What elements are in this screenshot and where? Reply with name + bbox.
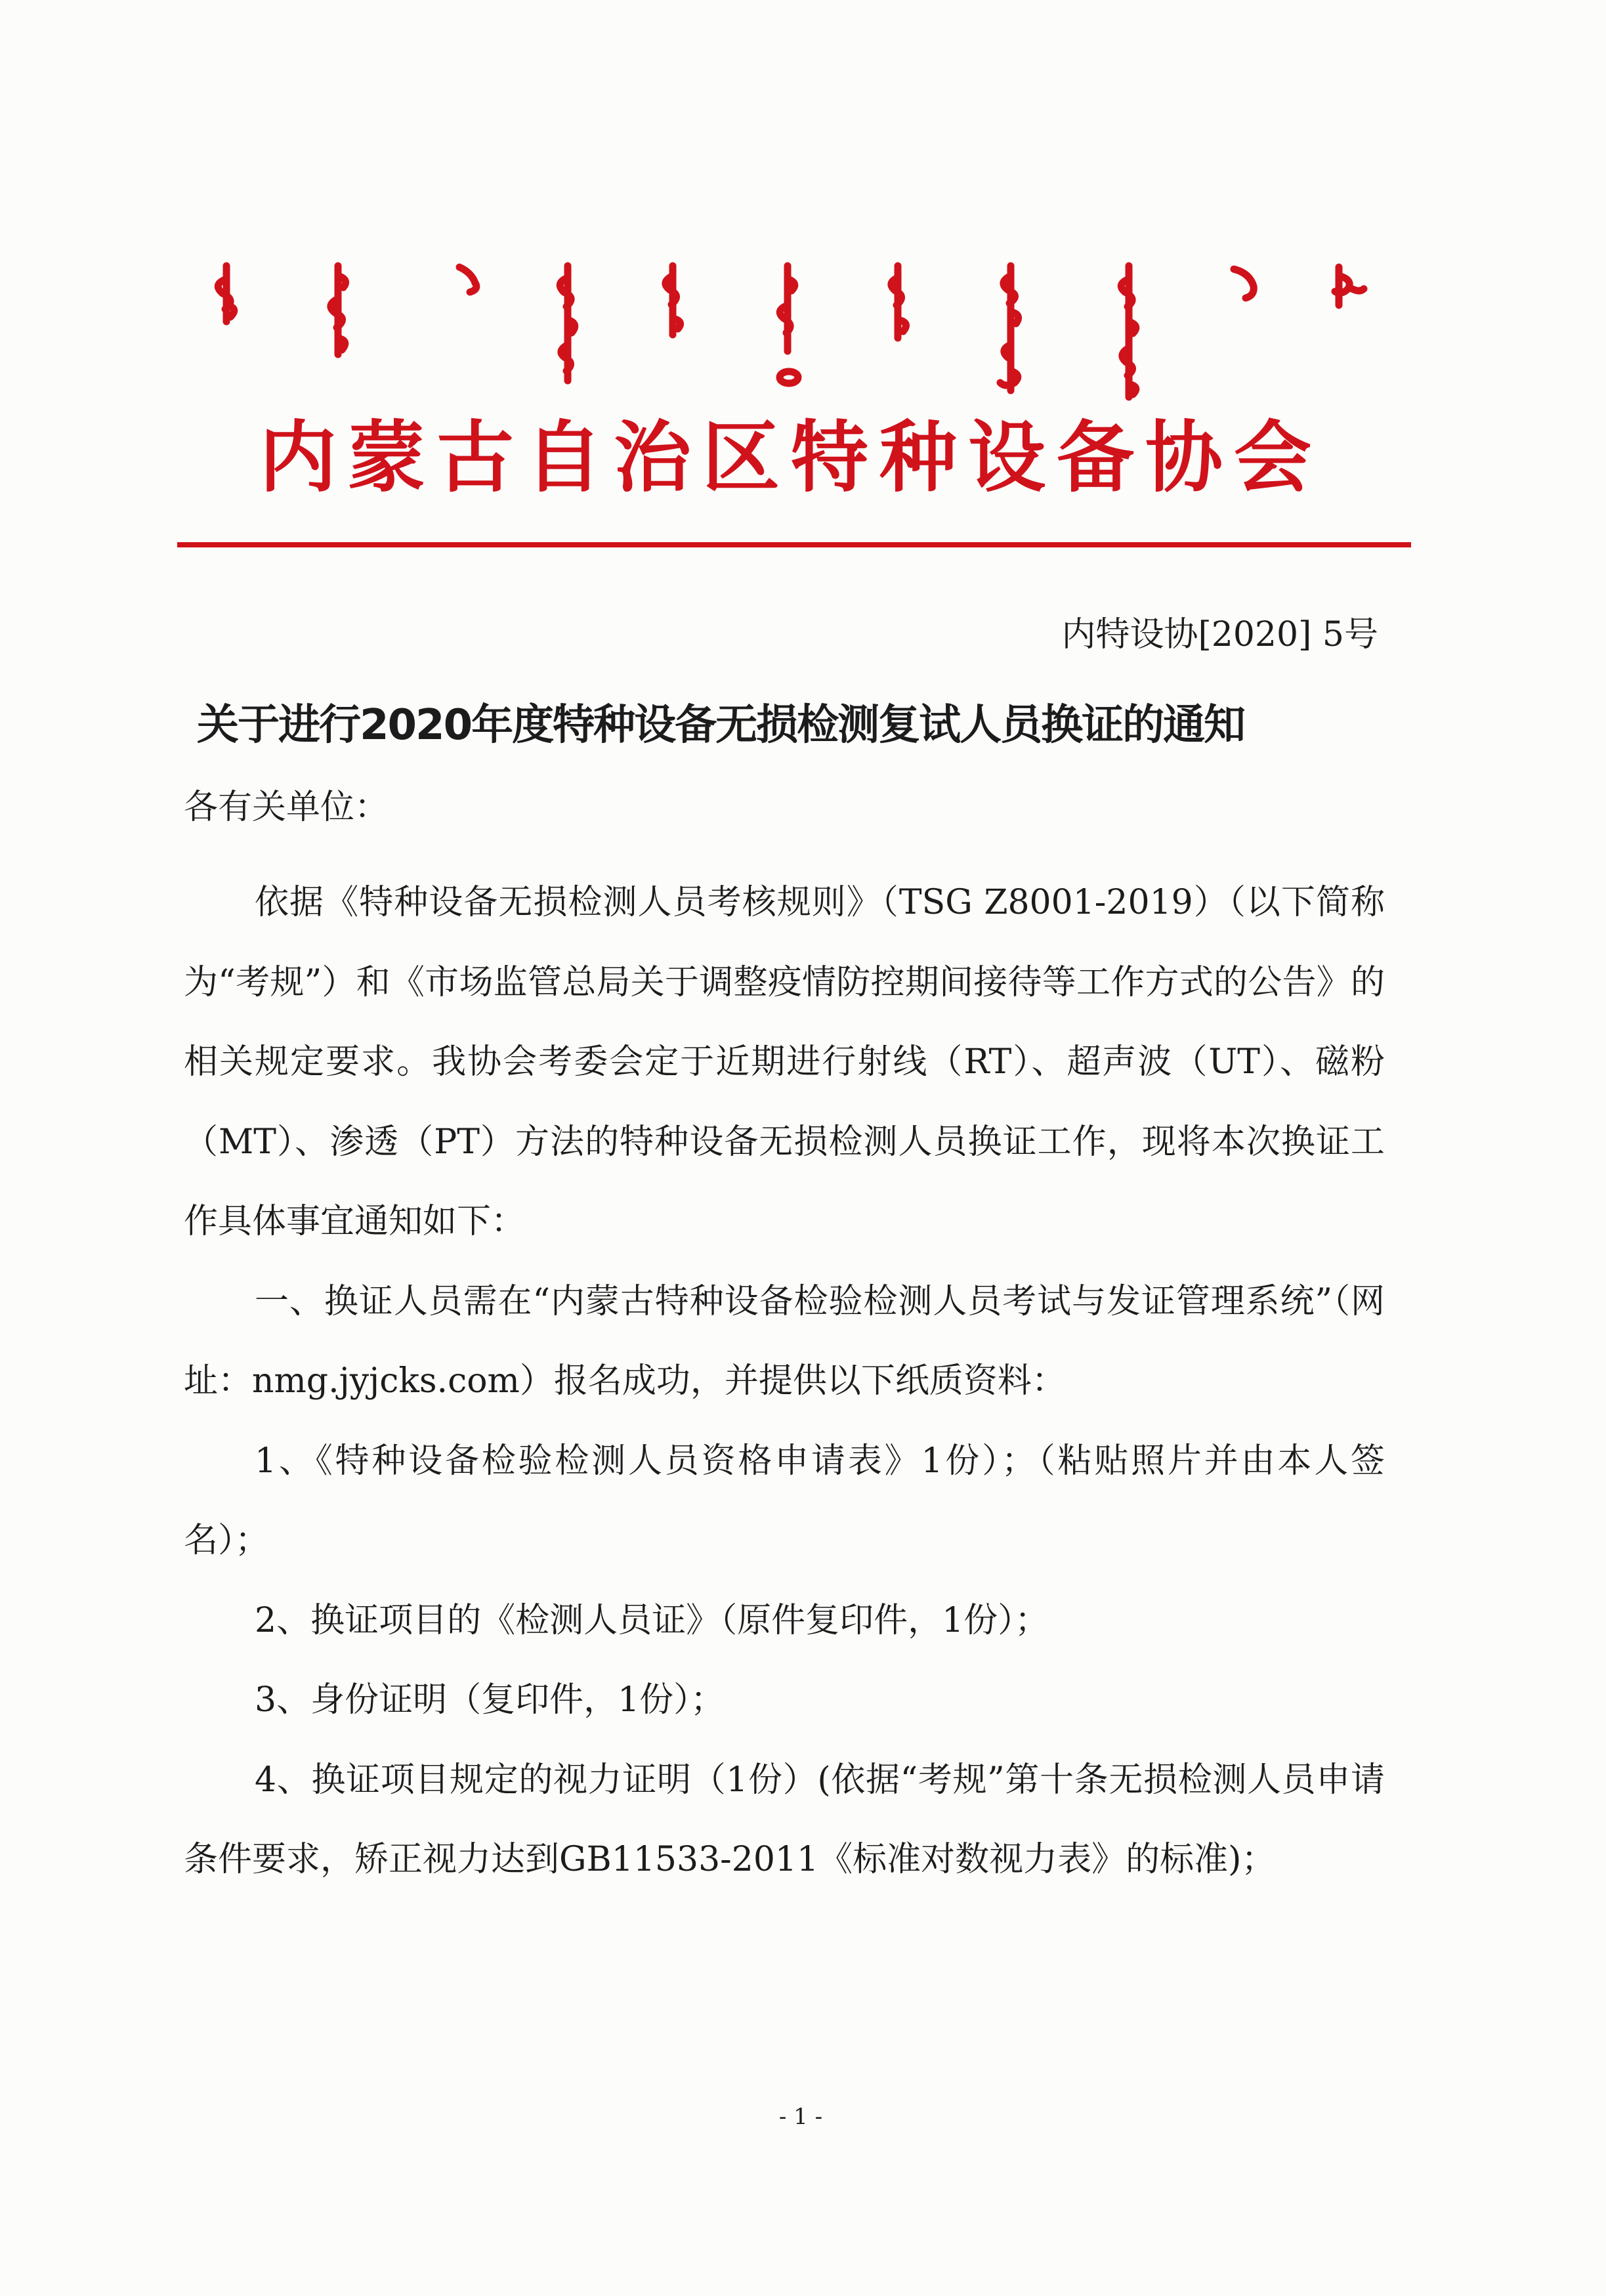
header-divider xyxy=(177,542,1411,547)
salutation: 各有关单位： xyxy=(184,788,389,827)
paragraph-item-3: 3、身份证明（复印件，1份）； xyxy=(255,1680,725,1720)
paragraph-basis: 依据《特种设备无损检测人员考核规则》（TSG Z8001-2019）（以下简称为“考规”）和《市场监管总局关于调整疫情防控期间接待等工作方式的公告》的相关规定要求。我协会考委会定于近期进行射线（RT）、超声波（UT）、磁粉（MT）、渗透（PT）方法的特种设备无损检测人员换证工作，现将本次换证工作具体事宜通知如下： xyxy=(184,883,1385,1241)
paragraph-item-2: 2、换证项目的《检测人员证》（原件复印件，1份）； xyxy=(255,1600,1049,1640)
notice-title: 关于进行2020年度特种设备无损检测复试人员换证的通知 xyxy=(197,701,1245,750)
document-number: 内特设协[2020] 5号 xyxy=(1061,615,1378,654)
paragraph-section-one: 一、换证人员需在“内蒙古特种设备检验检测人员考试与发证管理系统”（网址：nmg.jyjcks.com）报名成功，并提供以下纸质资料： xyxy=(184,1281,1385,1401)
paragraph-item-4: 4、换证项目规定的视力证明（1份）(依据“考规”第十条无损检测人员申请条件要求，矫正视力达到GB11533-2011《标准对数视力表》的标准)； xyxy=(184,1760,1385,1879)
page-number: - 1 - xyxy=(778,2104,823,2130)
document-body xyxy=(184,863,1385,1900)
organization-name: 内蒙古自治区特种设备协会 xyxy=(259,412,1322,503)
paragraph-item-1: 1、《特种设备检验检测人员资格申请表》1份）；（粘贴照片并由本人签名）； xyxy=(184,1441,1385,1560)
mongolian-script-emblem xyxy=(197,259,1391,417)
